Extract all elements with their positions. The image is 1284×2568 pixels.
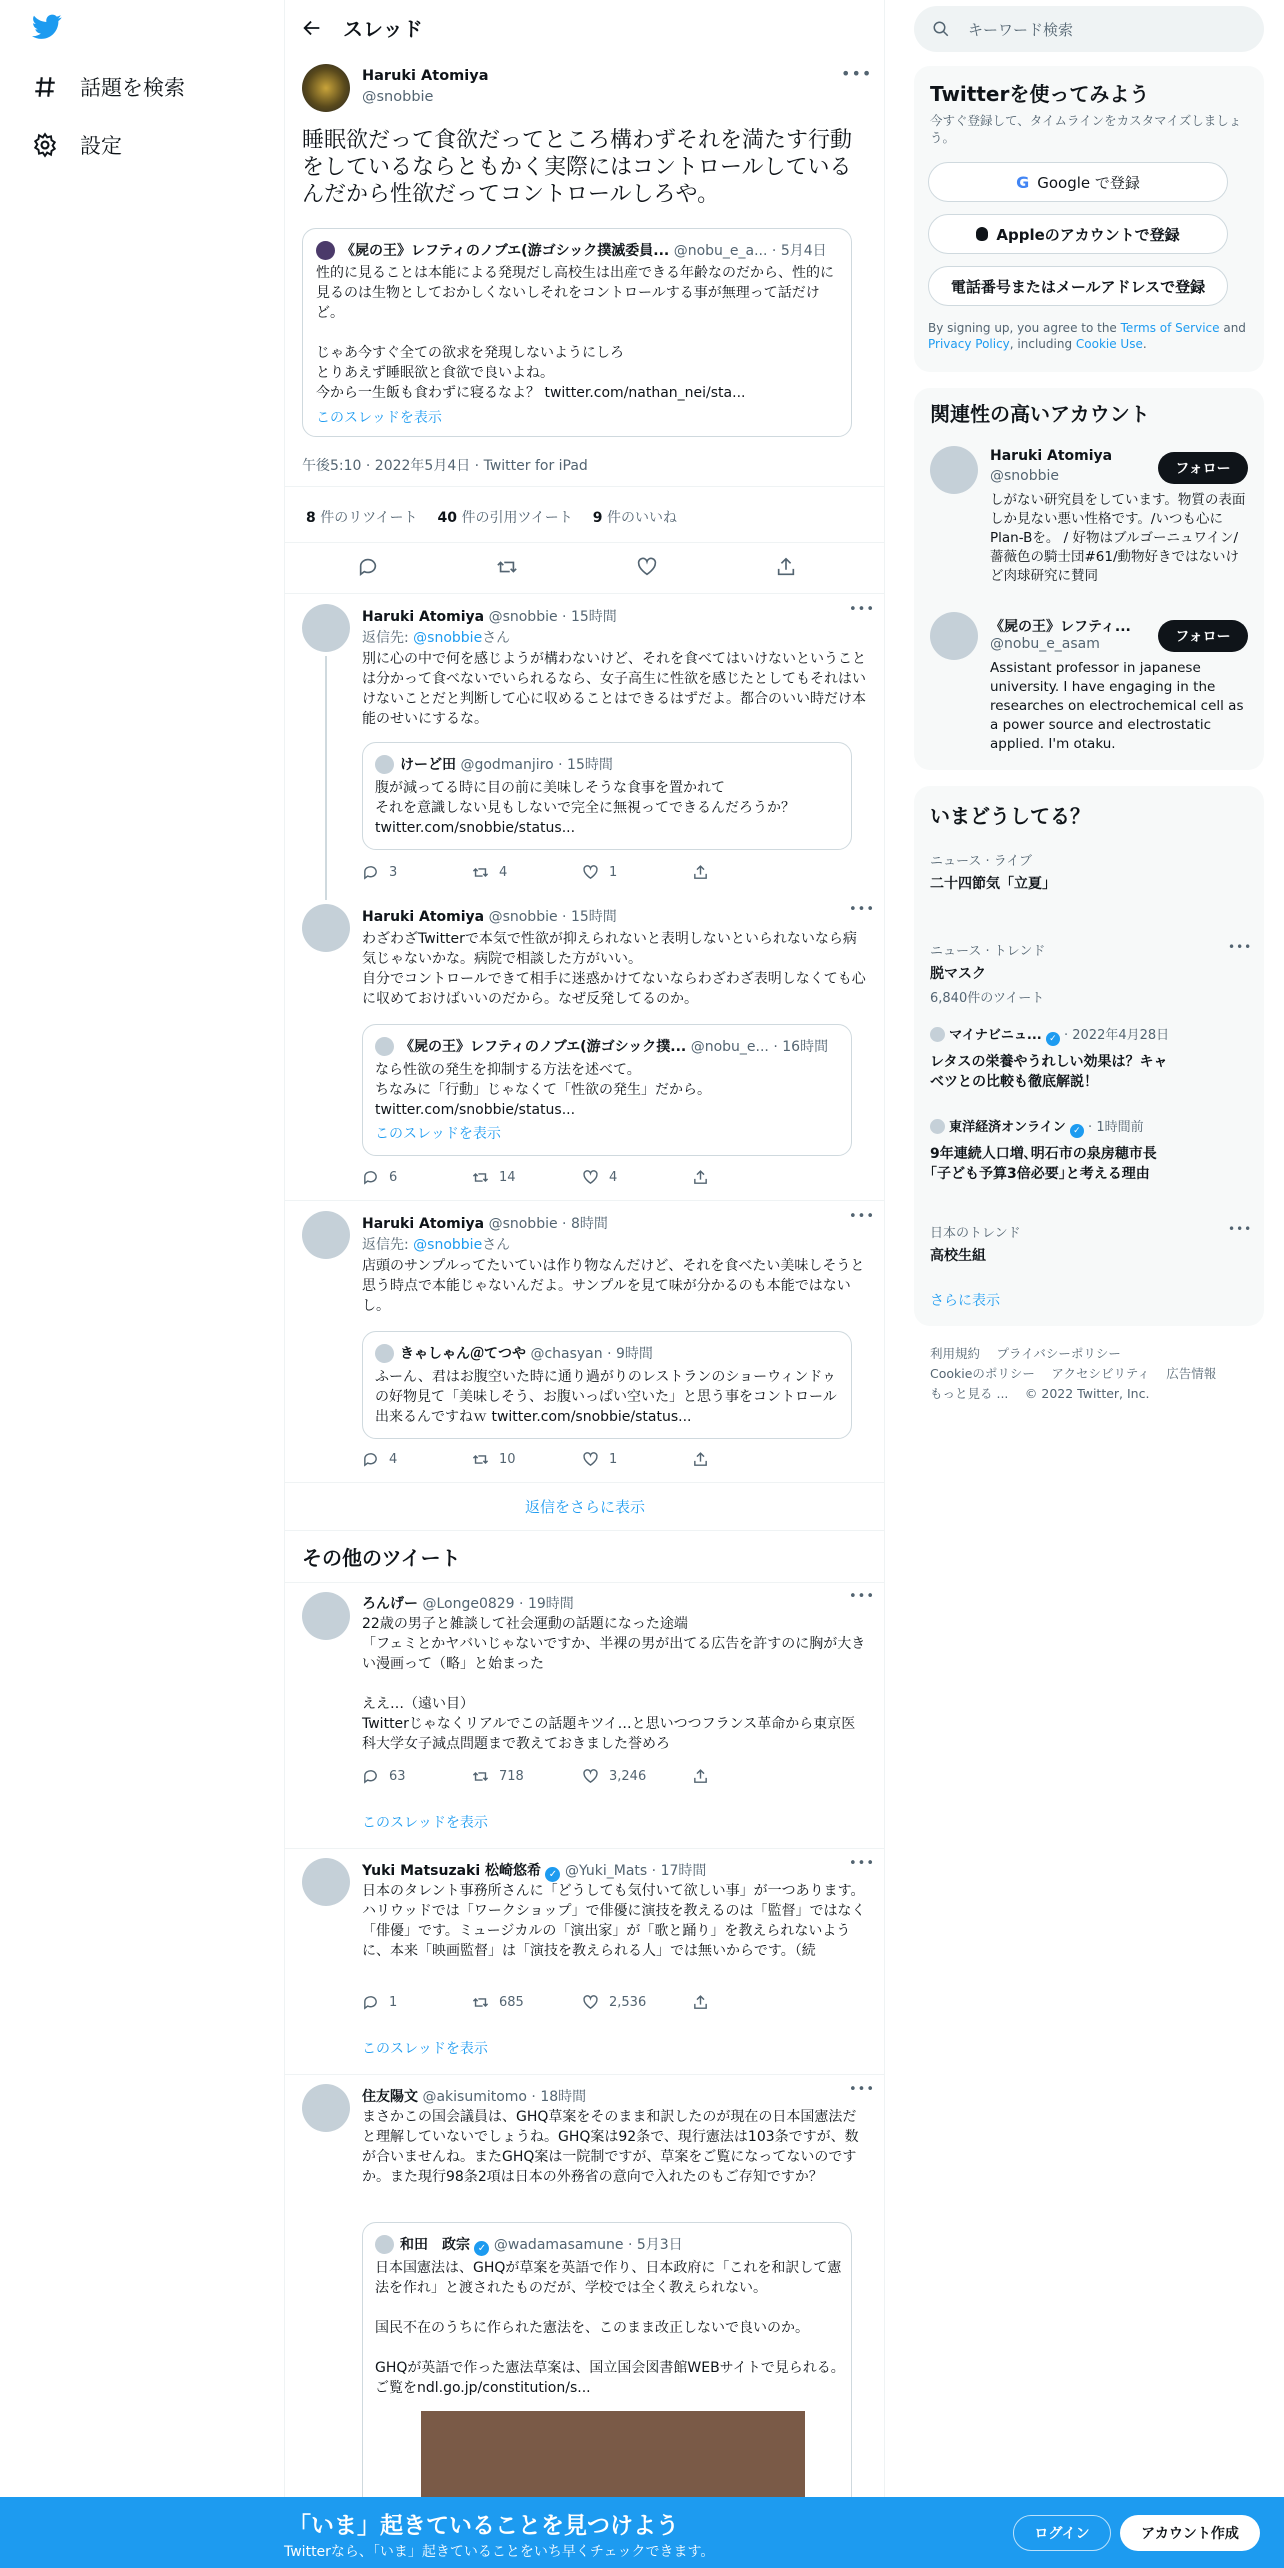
tweet-header: Yuki Matsuzaki 松崎悠希 ✓ @Yuki_Mats · 17時間 xyxy=(362,1863,707,1880)
tweet-text: 睡眠欲だって食欲だってところ構わずそれを満たす行動をしているならともかく実際にはコントロールしているんだから性欲だってコントロールしろや。 xyxy=(302,128,853,207)
share-icon xyxy=(692,864,709,881)
show-thread-link[interactable]: このスレッドを表示 xyxy=(375,1126,501,1142)
retweet-icon xyxy=(472,1768,489,1785)
relevant-accounts-panel xyxy=(914,388,1264,770)
nav-settings-label: 設定 xyxy=(80,134,122,158)
tweet-meta: 午後5:10 · 2022年5月4日 · Twitter for iPad xyxy=(302,458,588,474)
quote-tweet[interactable] xyxy=(302,228,852,437)
follow-button[interactable]: フォロー xyxy=(1158,452,1248,484)
show-more-trends[interactable]: さらに表示 xyxy=(930,1293,1000,1309)
trends-panel xyxy=(914,786,1264,1326)
news-item[interactable]: マイナビニュ... ✓ · 2022年4月28日 レタスの栄養やうれしい効果は？キャベツとの比較も徹底解説！ xyxy=(930,1028,1170,1090)
avatar[interactable] xyxy=(302,904,350,952)
more-options-icon[interactable]: ••• xyxy=(849,2082,876,2097)
tweet-header: 住友陽文 @akisumitomo · 18時間 xyxy=(362,2089,587,2105)
apple-icon xyxy=(976,227,988,241)
show-thread-link[interactable]: このスレッドを表示 xyxy=(316,410,442,426)
avatar[interactable] xyxy=(930,446,978,494)
login-button[interactable]: ログイン xyxy=(1013,2515,1111,2551)
verified-badge-icon: ✓ xyxy=(474,2241,489,2256)
reply-icon xyxy=(362,1451,379,1468)
tweet-stats xyxy=(306,507,677,527)
google-signup-button[interactable]: G Google で登録 xyxy=(928,162,1228,202)
quote-header: 《屍の王》レフティのノブエ(游ゴシック撲滅委員... @nobu_e_a... · 5月4日 xyxy=(341,243,827,259)
terms-link[interactable]: Terms of Service xyxy=(1120,321,1220,335)
reply-button[interactable]: 63 xyxy=(362,1768,472,1785)
like-icon xyxy=(582,1451,599,1468)
more-options-icon[interactable]: ••• xyxy=(849,902,876,917)
reply-text: 店頭のサンプルってたいていは作り物なんだけど、それを食べたい美味しそうと思う時点で本能じゃないんだよ。サンプルを見て味が分かるのも本能ではないし。 xyxy=(362,1258,865,1314)
reply-button[interactable]: 3 xyxy=(362,864,472,881)
phone-email-signup-button[interactable]: 電話番号またはメールアドレスで登録 xyxy=(928,266,1228,306)
like-icon xyxy=(582,1768,599,1785)
retweet-button[interactable]: 14 xyxy=(472,1169,582,1186)
footer-copyright: © 2022 Twitter, Inc. xyxy=(1024,1386,1150,1401)
avatar[interactable] xyxy=(302,1858,350,1906)
signup-subtitle: 今すぐ登録して、タイムラインをカスタマイズしましょう。 xyxy=(930,113,1242,145)
footer-cookie[interactable]: Cookieのポリシー xyxy=(930,1366,1035,1381)
nav-explore-label: 話題を検索 xyxy=(80,76,185,100)
trend-item[interactable]: 日本のトレンド 高校生組 xyxy=(930,1226,1021,1264)
bottom-signup-bar xyxy=(0,2497,1284,2568)
avatar xyxy=(375,755,394,774)
share-icon xyxy=(692,1768,709,1785)
reply-actions xyxy=(362,1451,802,1468)
reply-to-handle[interactable]: @snobbie xyxy=(413,1237,483,1253)
avatar[interactable] xyxy=(302,1592,350,1640)
avatar[interactable] xyxy=(930,612,978,660)
quote-count-stat[interactable]: 40 件の引用ツイート xyxy=(437,510,573,526)
relevant-title: 関連性の高いアカウント xyxy=(930,402,1150,426)
show-thread-link[interactable]: このスレッドを表示 xyxy=(362,1815,488,1831)
share-button[interactable] xyxy=(692,1768,802,1785)
cookie-link[interactable]: Cookie Use xyxy=(1075,337,1143,351)
reply-to-handle[interactable]: @snobbie xyxy=(413,630,483,646)
left-nav xyxy=(0,0,284,2500)
account-handle[interactable]: @nobu_e_asam xyxy=(990,636,1100,652)
reply-icon xyxy=(362,1768,379,1785)
quote-tweet[interactable] xyxy=(362,1331,852,1439)
retweet-button[interactable]: 685 xyxy=(472,1994,582,2011)
reply-button[interactable]: 1 xyxy=(362,1994,472,2011)
quote-author-handle: @nobu_e_a... xyxy=(673,243,768,259)
footer-ads[interactable]: 広告情報 xyxy=(1166,1366,1217,1381)
like-button[interactable]: 2,536 xyxy=(582,1994,692,2011)
avatar[interactable] xyxy=(302,64,350,112)
signup-panel xyxy=(914,66,1264,372)
like-icon xyxy=(582,1994,599,2011)
back-arrow-icon[interactable] xyxy=(301,17,323,39)
like-button[interactable]: 4 xyxy=(582,1169,692,1186)
reply-icon[interactable] xyxy=(357,556,379,578)
author-handle[interactable]: @snobbie xyxy=(362,89,434,105)
reply-text: 別に心の中で何を感じようが構わないけど、それを食べてはいけないということは分かって食べないでいられるなら、女子高生に性欲を感じたとしてもそれはいけないことだと判断して心に収めることはできるはずだよ。都合のいい時だけ本能のせいにするな。 xyxy=(362,651,866,727)
quote-header: 《屍の王》レフティのノブエ(游ゴシック撲... @nobu_e... · 16時間 xyxy=(400,1039,829,1055)
share-icon xyxy=(692,1451,709,1468)
tweet-text: まさかこの国会議員は、GHQ草案をそのまま和訳したのが現在の日本国憲法だと理解していないでしょうね。GHQ案は92条で、現行憲法は103条ですが、数が合いませんね。またGHQ案は一院制ですが、草案をご覧になってないのですか。また現行98条2項は日本の外務省の意向で入れたのもご存知ですか？ xyxy=(362,2109,859,2185)
signup-legal: By signing up, you agree to the Terms of Service and Privacy Policy, including Cookie Use. xyxy=(928,321,1246,351)
retweet-icon xyxy=(472,1994,489,2011)
share-icon[interactable] xyxy=(775,556,797,578)
trend-item[interactable]: ニュース · トレンド 脱マスク 6,840件のツイート xyxy=(930,944,1046,1006)
tweet-header: ろんげー @Longe0829 · 19時間 xyxy=(362,1596,574,1612)
more-options-icon[interactable]: ••• xyxy=(849,1856,876,1871)
avatar xyxy=(375,2235,394,2254)
signup-button[interactable]: アカウント作成 xyxy=(1120,2515,1260,2551)
quote-text: なら性欲の発生を抑制する方法を述べて。 ちなみに「行動」じゃなくて「性欲の発生」だから。 twitter.com/snobbie/status... xyxy=(375,1062,711,1118)
avatar xyxy=(930,1119,945,1134)
quote-header: 和田 政宗 ✓ @wadamasamune · 5月3日 xyxy=(400,2237,683,2254)
retweet-button[interactable]: 10 xyxy=(472,1451,582,1468)
account-name[interactable]: Haruki Atomiya xyxy=(990,448,1113,464)
quote-author-name: 《屍の王》レフティのノブエ(游ゴシック撲滅委員... xyxy=(341,243,670,259)
retweet-icon xyxy=(472,1451,489,1468)
tweet-text: 22歳の男子と雑談して社会運動の話題になった途端 「フェミとかヤバいじゃないですか、半裸の男が出てる広告を許すのに胸が大きい漫画って（略」と始まった ええ…（遠い目） Twitterじゃなくリアルでこの話題キツイ…と思いつつフランス革命から東京医科大学女子減点問題まで教えておきました誉めろ xyxy=(362,1616,866,1752)
section-title: その他のツイート xyxy=(302,1546,461,1570)
trends-title: いまどうしてる？ xyxy=(930,804,1090,828)
retweet-icon[interactable] xyxy=(496,556,518,578)
verified-badge-icon: ✓ xyxy=(1070,1124,1084,1138)
like-button[interactable]: 1 xyxy=(582,864,692,881)
more-options-icon[interactable]: ••• xyxy=(841,64,873,83)
reply-header: Haruki Atomiya @snobbie · 15時間 xyxy=(362,909,617,925)
reply-button[interactable]: 6 xyxy=(362,1169,472,1186)
bottom-bar-headline: 「いま」起きていることを見つけよう xyxy=(288,2513,679,2539)
retweet-count-stat[interactable]: 8 件のリツイート xyxy=(306,510,418,526)
reply-to-line: 返信先: @snobbieさん xyxy=(362,630,511,646)
quote-text: 性的に見ることは本能による発現だし高校生は出産できる年齢なのだから、性的に見るのは生物としておかしくないしそれをコントロールする事が無理って話だけど。 じゃあ今すぐ全ての欲求を発現しないようにしろ とりあえず睡眠欲と食欲で良いよね。 今から一生飯も食わずに寝るなよ？ twitter.com/nathan_nei/sta... xyxy=(316,265,834,401)
reply-header: Haruki Atomiya @snobbie · 8時間 xyxy=(362,1216,608,1232)
tweet-text: 日本のタレント事務所さんに「どうしても気付いて欲しい事」が一つあります。ハリウッドでは「ワークショップ」で俳優に演技を教えるのは「監督」ではなく「俳優」です。ミュージカルの「演出家」が「歌と踊り」を教えられないように、本来「映画監督」は「演技を教えられる人」では無いからです。（続 xyxy=(362,1883,866,1959)
share-icon xyxy=(692,1169,709,1186)
like-count-stat[interactable]: 9 件のいいね xyxy=(592,510,677,526)
bottom-bar-subtext: Twitterなら、「いま」起きていることをいち早くチェックできます。 xyxy=(284,2544,715,2560)
reply-to-line: 返信先: @snobbieさん xyxy=(362,1237,511,1253)
footer-privacy[interactable]: プライバシーポリシー xyxy=(996,1346,1121,1361)
retweet-icon xyxy=(472,864,489,881)
show-thread-link[interactable]: このスレッドを表示 xyxy=(362,2041,488,2057)
verified-badge-icon: ✓ xyxy=(545,1867,560,1882)
avatar xyxy=(316,241,335,260)
quote-date: 5月4日 xyxy=(780,243,827,259)
main-column xyxy=(284,0,885,2500)
tweet-actions xyxy=(362,1768,802,1785)
avatar xyxy=(375,1037,394,1056)
like-icon[interactable] xyxy=(636,556,658,578)
more-options-icon[interactable]: ••• xyxy=(1228,940,1253,954)
share-button[interactable] xyxy=(692,1451,802,1468)
footer-links xyxy=(930,1344,1260,1404)
author-name[interactable]: Haruki Atomiya xyxy=(362,68,489,84)
reply-icon xyxy=(362,1994,379,2011)
footer-terms[interactable]: 利用規約 xyxy=(930,1346,981,1361)
quote-tweet[interactable] xyxy=(362,1024,852,1156)
more-options-icon[interactable]: ••• xyxy=(849,1209,876,1224)
reply-text: わざわざTwitterで本気で性欲が抑えられないと表明しないといられないなら病気じゃないかな。病院で相談した方がいい。 自分でコントロールできて相手に迷惑かけてないならわざわざ表明しなくても心に収めておけばいいのだから。なぜ反発してるのか。 xyxy=(362,931,866,1007)
share-button[interactable] xyxy=(692,1994,802,2011)
more-options-icon[interactable]: ••• xyxy=(1228,1222,1253,1236)
retweet-button[interactable]: 4 xyxy=(472,864,582,881)
account-name[interactable]: 《屍の王》レフティ... xyxy=(990,619,1131,635)
reply-icon xyxy=(362,1169,379,1186)
reply-actions xyxy=(362,1169,802,1186)
share-button[interactable] xyxy=(692,864,802,881)
like-button[interactable]: 1 xyxy=(582,1451,692,1468)
main-tweet-actions xyxy=(357,556,797,578)
thread-header xyxy=(285,0,885,55)
quote-text: ふーん、君はお腹空いた時に通り過がりのレストランのショーウィンドゥの好物見て「美味しそう、お腹いっぱい空いた」と思う事をコントロール出来るんですねｗ twitter.com/snobbie/status... xyxy=(375,1369,837,1425)
reply-button[interactable]: 4 xyxy=(362,1451,472,1468)
quote-text: 日本国憲法は、GHQが草案を英語で作り、日本政府に「これを和訳して憲法を作れ」と渡されたものだが、学校では全く教えられない。 国民不在のうちに作られた憲法を、このまま改正しないで良いのか。 GHQが英語で作った憲法草案は、国立国会図書館WEBサイトで見られる。ご覧をndl.go.jp/constitution/s... xyxy=(375,2260,845,2396)
retweet-icon xyxy=(472,1169,489,1186)
nav-explore[interactable] xyxy=(32,67,185,107)
reply-icon xyxy=(362,864,379,881)
nav-settings[interactable] xyxy=(32,125,122,165)
reply-header: Haruki Atomiya @snobbie · 15時間 xyxy=(362,609,617,625)
show-more-replies[interactable]: 返信をさらに表示 xyxy=(524,1498,645,1516)
footer-accessibility[interactable]: アクセシビリティ xyxy=(1051,1366,1150,1381)
trend-item[interactable]: ニュース · ライブ 二十四節気「立夏」 xyxy=(930,854,1056,892)
like-button[interactable]: 3,246 xyxy=(582,1768,692,1785)
retweet-button[interactable]: 718 xyxy=(472,1768,582,1785)
search-bar[interactable] xyxy=(914,6,1264,52)
news-item[interactable]: 東洋経済オンライン ✓ · 1時間前 9年連続人口増､明石市の泉房穂市長｢子ども予算3倍必要｣と考える理由 xyxy=(930,1120,1157,1182)
search-input[interactable]: キーワード検索 xyxy=(968,20,1074,39)
share-button[interactable] xyxy=(692,1169,802,1186)
like-icon xyxy=(582,1169,599,1186)
quote-header: けーど田 @godmanjiro · 15時間 xyxy=(400,757,613,773)
avatar xyxy=(930,1027,945,1042)
follow-button[interactable]: フォロー xyxy=(1158,620,1248,652)
tweet-actions xyxy=(362,1994,802,2011)
like-icon xyxy=(582,864,599,881)
hashtag-icon xyxy=(32,74,58,100)
gear-icon xyxy=(32,132,58,158)
footer-more[interactable]: もっと見る ... xyxy=(930,1386,1009,1401)
verified-badge-icon: ✓ xyxy=(1046,1032,1060,1046)
quote-tweet[interactable] xyxy=(362,742,852,850)
more-options-icon[interactable]: ••• xyxy=(849,602,876,617)
search-icon xyxy=(932,20,950,38)
twitter-logo-icon[interactable] xyxy=(32,14,62,40)
avatar[interactable] xyxy=(302,604,350,652)
account-bio: しがない研究員をしています。物質の表面しか見ない悪い性格です。/いつも心にPlan-Bを。 / 好物はブルゴーニュワイン/薔薇色の騎士団#61/動物好きではないけど肉球研究に賛同 xyxy=(990,492,1246,584)
avatar[interactable] xyxy=(302,2084,350,2132)
signup-title: Twitterを使ってみよう xyxy=(930,82,1150,106)
privacy-link[interactable]: Privacy Policy xyxy=(928,337,1010,351)
quote-text: 腹が減ってる時に目の前に美味しそうな食事を置かれて それを意識しない見もしないで完全に無視ってできるんだろうか？ twitter.com/snobbie/status... xyxy=(375,780,795,836)
account-handle[interactable]: @snobbie xyxy=(990,468,1060,484)
google-icon: G xyxy=(1016,172,1030,192)
avatar xyxy=(375,1344,394,1363)
avatar[interactable] xyxy=(302,1211,350,1259)
share-icon xyxy=(692,1994,709,2011)
more-options-icon[interactable]: ••• xyxy=(849,1589,876,1604)
page-title: スレッド xyxy=(343,17,423,41)
apple-signup-button[interactable]: Appleのアカウントで登録 xyxy=(928,214,1228,254)
quote-tweet[interactable] xyxy=(362,2222,852,2512)
quote-header: きゃしゃん＠てつや @chasyan · 9時間 xyxy=(400,1346,653,1362)
reply-actions xyxy=(362,864,802,881)
account-bio: Assistant professor in japanese university. I have engaging in the researches on electrochemical cell as a power source and electrostatic applied. I'm otaku. xyxy=(990,660,1244,752)
